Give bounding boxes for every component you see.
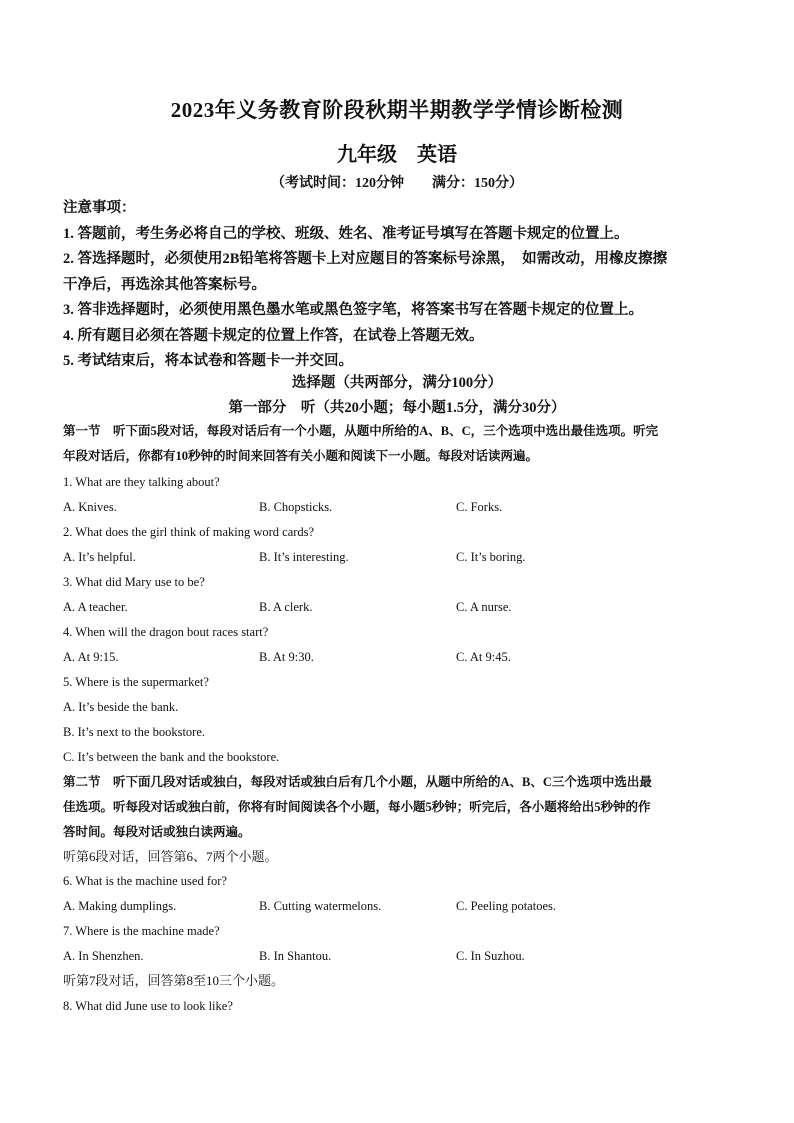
dialog-7-note: 听第7段对话，回答第8至10三个小题。 — [63, 973, 285, 988]
option-b: B. A clerk. — [259, 600, 313, 614]
notes-item: 5. 考试结束后，将本试卷和答题卡一并交回。 — [63, 353, 353, 369]
notes-block — [63, 196, 733, 375]
question-7: 7. Where is the machine made? — [63, 924, 220, 938]
option-c: C. It’s between the bank and the bookstore. — [63, 750, 280, 764]
instruction-line: 第二节 听下面几段对话或独白，每段对话或独白后有几个小题，从题中所给的A、B、C三个选项中选出最 — [63, 775, 652, 789]
notes-item: 3. 答非选择题时，必须使用黑色墨水笔或黑色签字笔，将答案书写在答题卡规定的位置上。 — [63, 302, 643, 318]
option-a: A. At 9:15. — [63, 650, 119, 664]
question-5: 5. Where is the supermarket? — [63, 675, 209, 689]
choice-heading: 选择题（共两部分，满分100分） — [291, 375, 503, 391]
question-1: 1. What are they talking about? — [63, 475, 220, 489]
notes-item: 干净后，再选涂其他答案标号。 — [63, 276, 266, 293]
part2-instructions — [63, 770, 733, 845]
question-6: 6. What is the machine used for? — [63, 874, 227, 888]
option-b: B. At 9:30. — [259, 650, 314, 664]
notes-heading: 注意事项： — [63, 200, 136, 216]
option-a: A. It’s beside the bank. — [63, 700, 179, 714]
option-b: B. Cutting watermelons. — [259, 899, 382, 913]
notes-item: 2. 答选择题时，必须使用2B铅笔将答题卡上对应题目的答案标号涂黑， 如需改动，用橡皮擦擦 — [63, 251, 668, 267]
part1-heading: 第一部分 听（共20小题；每小题1.5分，满分30分） — [228, 400, 566, 416]
question-3: 3. What did Mary use to be? — [63, 575, 205, 589]
option-c: C. A nurse. — [456, 600, 512, 614]
option-c: C. In Suzhou. — [456, 949, 525, 963]
notes-item: 1. 答题前，考生务必将自己的学校、班级、姓名、准考证号填写在答题卡规定的位置上。 — [63, 225, 629, 242]
option-a: A. Knives. — [63, 500, 117, 514]
option-c: C. It’s boring. — [456, 550, 526, 564]
option-b: B. In Shantou. — [259, 949, 332, 963]
question-8: 8. What did June use to look like? — [63, 999, 233, 1013]
instruction-line: 答时间。每段对话或独白读两遍。 — [63, 825, 251, 839]
exam-subtitle: 九年级 英语 — [337, 144, 457, 166]
option-b: B. It’s interesting. — [259, 550, 349, 564]
option-b: B. It’s next to the bookstore. — [63, 725, 205, 739]
instruction-line: 第一节 听下面5段对话，每段对话后有一个小题，从题中所给的A、B、C，三个选项中选出最佳选项。听完 — [63, 424, 659, 438]
question-4: 4. When will the dragon bout races start? — [63, 625, 269, 639]
question-2: 2. What does the girl think of making word cards? — [63, 525, 315, 539]
instruction-line: 年段对话后，你都有10秒钟的时间来回答有关小题和阅读下一小题。每段对话读两遍。 — [63, 449, 539, 463]
option-c: C. At 9:45. — [456, 650, 511, 664]
exam-info: （考试时间：120分钟 满分：150分） — [271, 176, 523, 191]
instruction-line: 佳选项。听每段对话或独白前，你将有时间阅读各个小题，每小题5秒钟；听完后，各小题将给出5秒钟的作 — [63, 800, 651, 814]
option-c: C. Peeling potatoes. — [456, 899, 556, 913]
notes-item: 4. 所有题目必须在答题卡规定的位置上作答，在试卷上答题无效。 — [63, 327, 484, 344]
option-a: A. In Shenzhen. — [63, 949, 144, 963]
option-a: A. Making dumplings. — [63, 899, 177, 913]
option-b: B. Chopsticks. — [259, 500, 333, 514]
exam-title: 2023年义务教育阶段秋期半期教学学情诊断检测 — [170, 98, 624, 122]
option-c: C. Forks. — [456, 500, 503, 514]
option-a: A. It’s helpful. — [63, 550, 136, 564]
part1-instructions — [63, 419, 733, 469]
option-a: A. A teacher. — [63, 600, 128, 614]
dialog-6-note: 听第6段对话，回答第6、7两个小题。 — [63, 849, 278, 864]
